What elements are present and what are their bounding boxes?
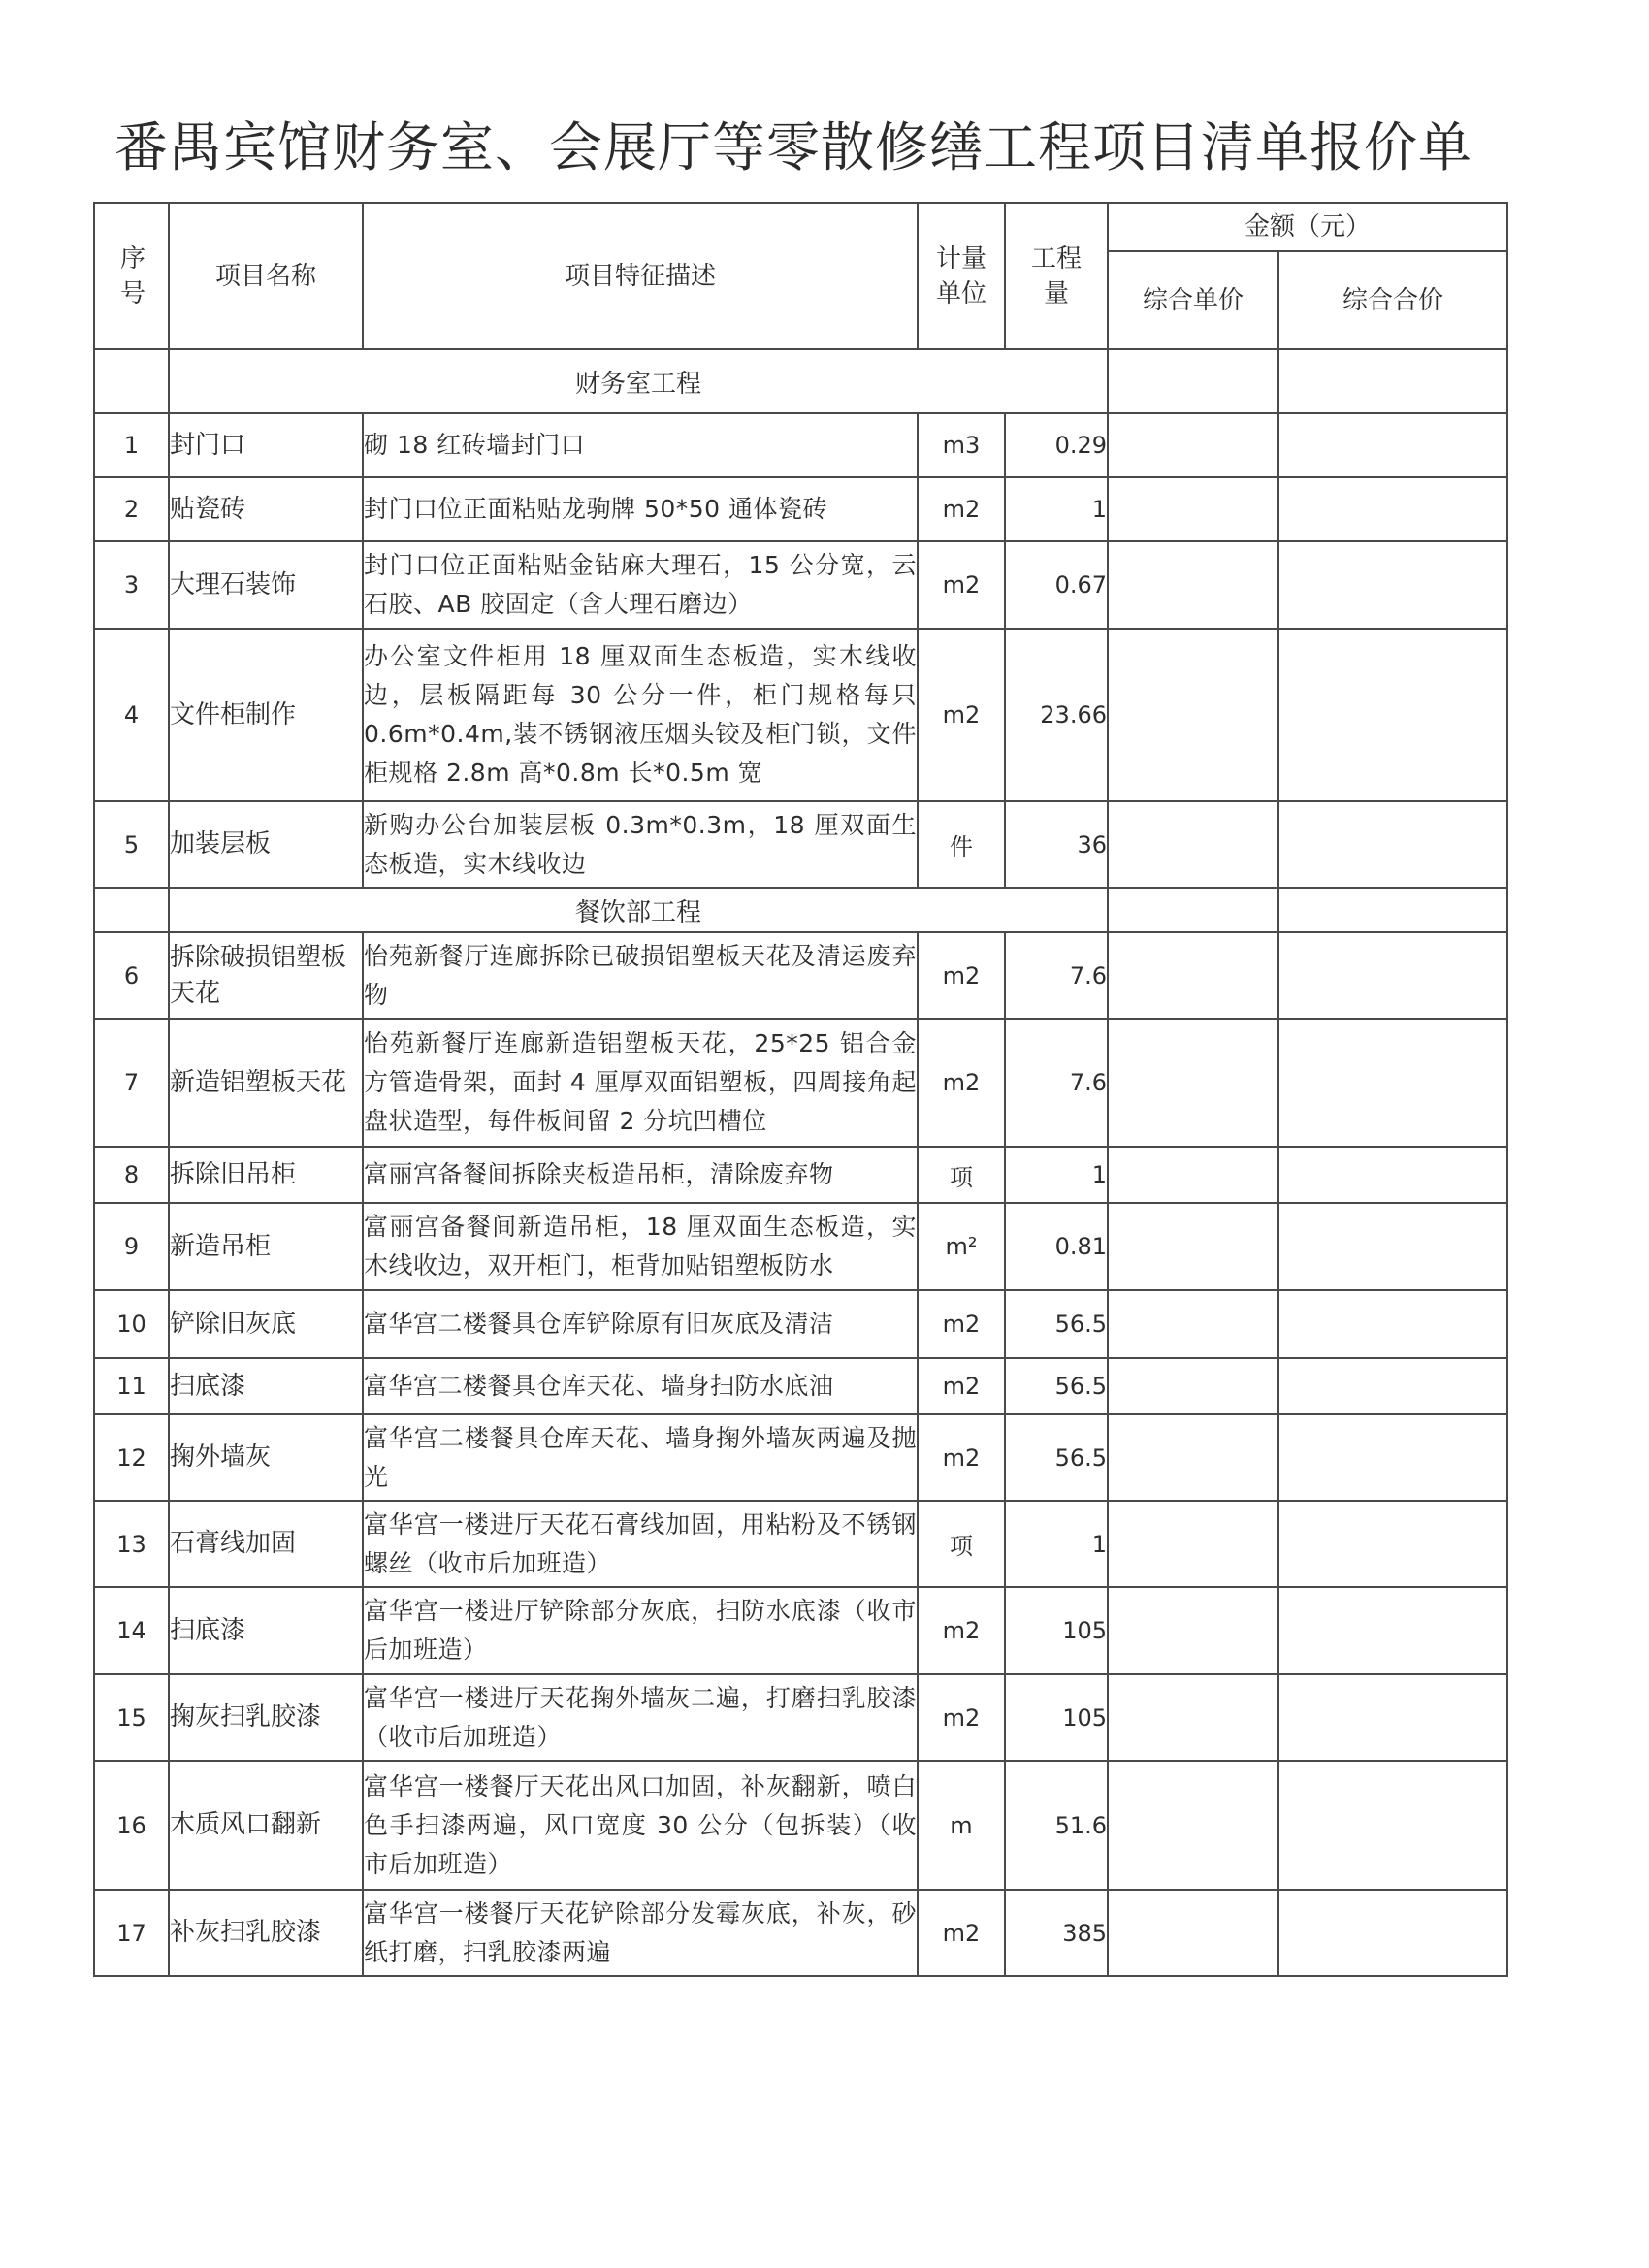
unit-cell: m2	[918, 629, 1005, 801]
total-price-cell	[1278, 1761, 1507, 1890]
seq-cell: 2	[94, 477, 169, 541]
header-row-1	[94, 203, 1507, 251]
unit-price-cell	[1108, 1414, 1278, 1501]
table-row	[94, 801, 1507, 888]
seq-cell: 17	[94, 1890, 169, 1976]
name-cell: 封门口	[169, 413, 363, 477]
unit-price-cell	[1108, 1890, 1278, 1976]
desc-cell: 富丽宫备餐间拆除夹板造吊柜，清除废弃物	[363, 1147, 918, 1203]
qty-cell: 105	[1005, 1674, 1108, 1761]
unit-price-cell	[1108, 888, 1278, 932]
qty-cell: 1	[1005, 477, 1108, 541]
unit-price-cell	[1108, 541, 1278, 629]
name-cell: 扫底漆	[169, 1587, 363, 1674]
name-cell: 贴瓷砖	[169, 477, 363, 541]
qty-cell: 56.5	[1005, 1358, 1108, 1414]
table-row	[94, 1890, 1507, 1976]
unit-price-cell	[1108, 413, 1278, 477]
unit-cell: m2	[918, 541, 1005, 629]
name-cell: 拆除旧吊柜	[169, 1147, 363, 1203]
header-total-price: 综合合价	[1278, 251, 1507, 349]
table-row	[94, 1761, 1507, 1890]
desc-cell: 富华宫二楼餐具仓库天花、墙身扫防水底油	[363, 1358, 918, 1414]
name-cell: 加装层板	[169, 801, 363, 888]
name-cell: 文件柜制作	[169, 629, 363, 801]
seq-cell: 11	[94, 1358, 169, 1414]
table-row	[94, 1414, 1507, 1501]
desc-cell: 富华宫一楼餐厅天花出风口加固，补灰翻新，喷白色手扫漆两遍，风口宽度 30 公分（包拆装）（收市后加班造）	[363, 1761, 918, 1890]
header-seq: 序号	[94, 203, 169, 349]
unit-cell: m3	[918, 413, 1005, 477]
desc-cell: 封门口位正面粘贴龙驹牌 50*50 通体瓷砖	[363, 477, 918, 541]
unit-cell: m²	[918, 1203, 1005, 1290]
unit-cell: m2	[918, 1587, 1005, 1674]
table-row	[94, 1501, 1507, 1587]
name-cell: 拆除破损铝塑板天花	[169, 932, 363, 1019]
desc-cell: 富华宫二楼餐具仓库铲除原有旧灰底及清洁	[363, 1290, 918, 1358]
name-cell: 铲除旧灰底	[169, 1290, 363, 1358]
unit-price-cell	[1108, 1587, 1278, 1674]
unit-cell: m2	[918, 1290, 1005, 1358]
name-cell: 补灰扫乳胶漆	[169, 1890, 363, 1976]
qty-cell: 0.81	[1005, 1203, 1108, 1290]
unit-price-cell	[1108, 629, 1278, 801]
unit-price-cell	[1108, 1761, 1278, 1890]
unit-price-cell	[1108, 932, 1278, 1019]
unit-cell: m2	[918, 1414, 1005, 1501]
qty-cell: 0.29	[1005, 413, 1108, 477]
table-row	[94, 1587, 1507, 1674]
section-title: 餐饮部工程	[169, 888, 1108, 932]
table-row	[94, 413, 1507, 477]
desc-cell: 新购办公台加装层板 0.3m*0.3m，18 厘双面生态板造，实木线收边	[363, 801, 918, 888]
seq-cell: 9	[94, 1203, 169, 1290]
unit-price-cell	[1108, 1501, 1278, 1587]
qty-cell: 1	[1005, 1501, 1108, 1587]
table-row	[94, 1358, 1507, 1414]
section-seq-cell	[94, 349, 169, 413]
section-row	[94, 888, 1507, 932]
header-amount: 金额（元）	[1108, 203, 1507, 251]
unit-price-cell	[1108, 1290, 1278, 1358]
qty-cell: 23.66	[1005, 629, 1108, 801]
qty-cell: 7.6	[1005, 1019, 1108, 1147]
name-cell: 扫底漆	[169, 1358, 363, 1414]
total-price-cell	[1278, 1147, 1507, 1203]
qty-cell: 7.6	[1005, 932, 1108, 1019]
desc-cell: 富华宫二楼餐具仓库天花、墙身掬外墙灰两遍及抛光	[363, 1414, 918, 1501]
table-row	[94, 1674, 1507, 1761]
section-seq-cell	[94, 888, 169, 932]
total-price-cell	[1278, 1890, 1507, 1976]
table-row	[94, 1203, 1507, 1290]
total-price-cell	[1278, 932, 1507, 1019]
desc-cell: 富华宫一楼进厅天花石膏线加固，用粘粉及不锈钢螺丝（收市后加班造）	[363, 1501, 918, 1587]
table-row	[94, 1019, 1507, 1147]
seq-cell: 3	[94, 541, 169, 629]
table-row	[94, 932, 1507, 1019]
total-price-cell	[1278, 1358, 1507, 1414]
quote-table	[93, 202, 1508, 1977]
table-row	[94, 1147, 1507, 1203]
header-unit: 计量单位	[918, 203, 1005, 349]
unit-cell: 项	[918, 1501, 1005, 1587]
unit-cell: m	[918, 1761, 1005, 1890]
unit-cell: m2	[918, 1674, 1005, 1761]
unit-price-cell	[1108, 1147, 1278, 1203]
header-desc: 项目特征描述	[363, 203, 918, 349]
unit-price-cell	[1108, 1019, 1278, 1147]
page-title: 番禺宾馆财务室、会展厅等零散修缮工程项目清单报价单	[114, 116, 1473, 178]
desc-cell: 富华宫一楼进厅天花掬外墙灰二遍，打磨扫乳胶漆（收市后加班造）	[363, 1674, 918, 1761]
desc-cell: 怡苑新餐厅连廊新造铝塑板天花，25*25 铝合金方管造骨架，面封 4 厘厚双面铝塑板，四周接角起盘状造型，每件板间留 2 分坑凹槽位	[363, 1019, 918, 1147]
qty-cell: 385	[1005, 1890, 1108, 1976]
unit-price-cell	[1108, 1358, 1278, 1414]
total-price-cell	[1278, 1414, 1507, 1501]
total-price-cell	[1278, 801, 1507, 888]
total-price-cell	[1278, 629, 1507, 801]
header-name: 项目名称	[169, 203, 363, 349]
total-price-cell	[1278, 413, 1507, 477]
qty-cell: 56.5	[1005, 1290, 1108, 1358]
table-row	[94, 1290, 1507, 1358]
unit-cell: 件	[918, 801, 1005, 888]
total-price-cell	[1278, 1203, 1507, 1290]
total-price-cell	[1278, 1290, 1507, 1358]
name-cell: 掬灰扫乳胶漆	[169, 1674, 363, 1761]
header-qty: 工程量	[1005, 203, 1108, 349]
table-body	[94, 349, 1507, 1976]
desc-cell: 砌 18 红砖墙封门口	[363, 413, 918, 477]
seq-cell: 1	[94, 413, 169, 477]
desc-cell: 封门口位正面粘贴金钻麻大理石，15 公分宽，云石胶、AB 胶固定（含大理石磨边）	[363, 541, 918, 629]
seq-cell: 12	[94, 1414, 169, 1501]
table-row	[94, 477, 1507, 541]
unit-price-cell	[1108, 1203, 1278, 1290]
unit-price-cell	[1108, 801, 1278, 888]
seq-cell: 14	[94, 1587, 169, 1674]
name-cell: 木质风口翻新	[169, 1761, 363, 1890]
name-cell: 掬外墙灰	[169, 1414, 363, 1501]
seq-cell: 8	[94, 1147, 169, 1203]
name-cell: 新造吊柜	[169, 1203, 363, 1290]
total-price-cell	[1278, 1674, 1507, 1761]
total-price-cell	[1278, 1587, 1507, 1674]
seq-cell: 7	[94, 1019, 169, 1147]
desc-cell: 富华宫一楼进厅铲除部分灰底，扫防水底漆（收市后加班造）	[363, 1587, 918, 1674]
total-price-cell	[1278, 888, 1507, 932]
qty-cell: 105	[1005, 1587, 1108, 1674]
seq-cell: 5	[94, 801, 169, 888]
unit-cell: m2	[918, 1890, 1005, 1976]
qty-cell: 0.67	[1005, 541, 1108, 629]
total-price-cell	[1278, 541, 1507, 629]
seq-cell: 10	[94, 1290, 169, 1358]
qty-cell: 51.6	[1005, 1761, 1108, 1890]
unit-cell: m2	[918, 477, 1005, 541]
table-row	[94, 629, 1507, 801]
table-row	[94, 541, 1507, 629]
total-price-cell	[1278, 349, 1507, 413]
desc-cell: 办公室文件柜用 18 厘双面生态板造，实木线收边，层板隔距每 30 公分一件，柜门规格每只 0.6m*0.4m,装不锈钢液压烟头铰及柜门锁，文件柜规格 2.8m 高*0.8m 长*0.5m 宽	[363, 629, 918, 801]
total-price-cell	[1278, 477, 1507, 541]
desc-cell: 富丽宫备餐间新造吊柜，18 厘双面生态板造，实木线收边，双开柜门，柜背加贴铝塑板防水	[363, 1203, 918, 1290]
name-cell: 大理石装饰	[169, 541, 363, 629]
total-price-cell	[1278, 1019, 1507, 1147]
section-title: 财务室工程	[169, 349, 1108, 413]
unit-cell: m2	[918, 932, 1005, 1019]
qty-cell: 1	[1005, 1147, 1108, 1203]
total-price-cell	[1278, 1501, 1507, 1587]
seq-cell: 16	[94, 1761, 169, 1890]
unit-cell: 项	[918, 1147, 1005, 1203]
seq-cell: 15	[94, 1674, 169, 1761]
header-unit-price: 综合单价	[1108, 251, 1278, 349]
seq-cell: 4	[94, 629, 169, 801]
seq-cell: 6	[94, 932, 169, 1019]
qty-cell: 36	[1005, 801, 1108, 888]
unit-cell: m2	[918, 1358, 1005, 1414]
qty-cell: 56.5	[1005, 1414, 1108, 1501]
name-cell: 新造铝塑板天花	[169, 1019, 363, 1147]
desc-cell: 怡苑新餐厅连廊拆除已破损铝塑板天花及清运废弃物	[363, 932, 918, 1019]
unit-cell: m2	[918, 1019, 1005, 1147]
unit-price-cell	[1108, 1674, 1278, 1761]
desc-cell: 富华宫一楼餐厅天花铲除部分发霉灰底，补灰，砂纸打磨，扫乳胶漆两遍	[363, 1890, 918, 1976]
seq-cell: 13	[94, 1501, 169, 1587]
unit-price-cell	[1108, 349, 1278, 413]
section-row	[94, 349, 1507, 413]
unit-price-cell	[1108, 477, 1278, 541]
name-cell: 石膏线加固	[169, 1501, 363, 1587]
